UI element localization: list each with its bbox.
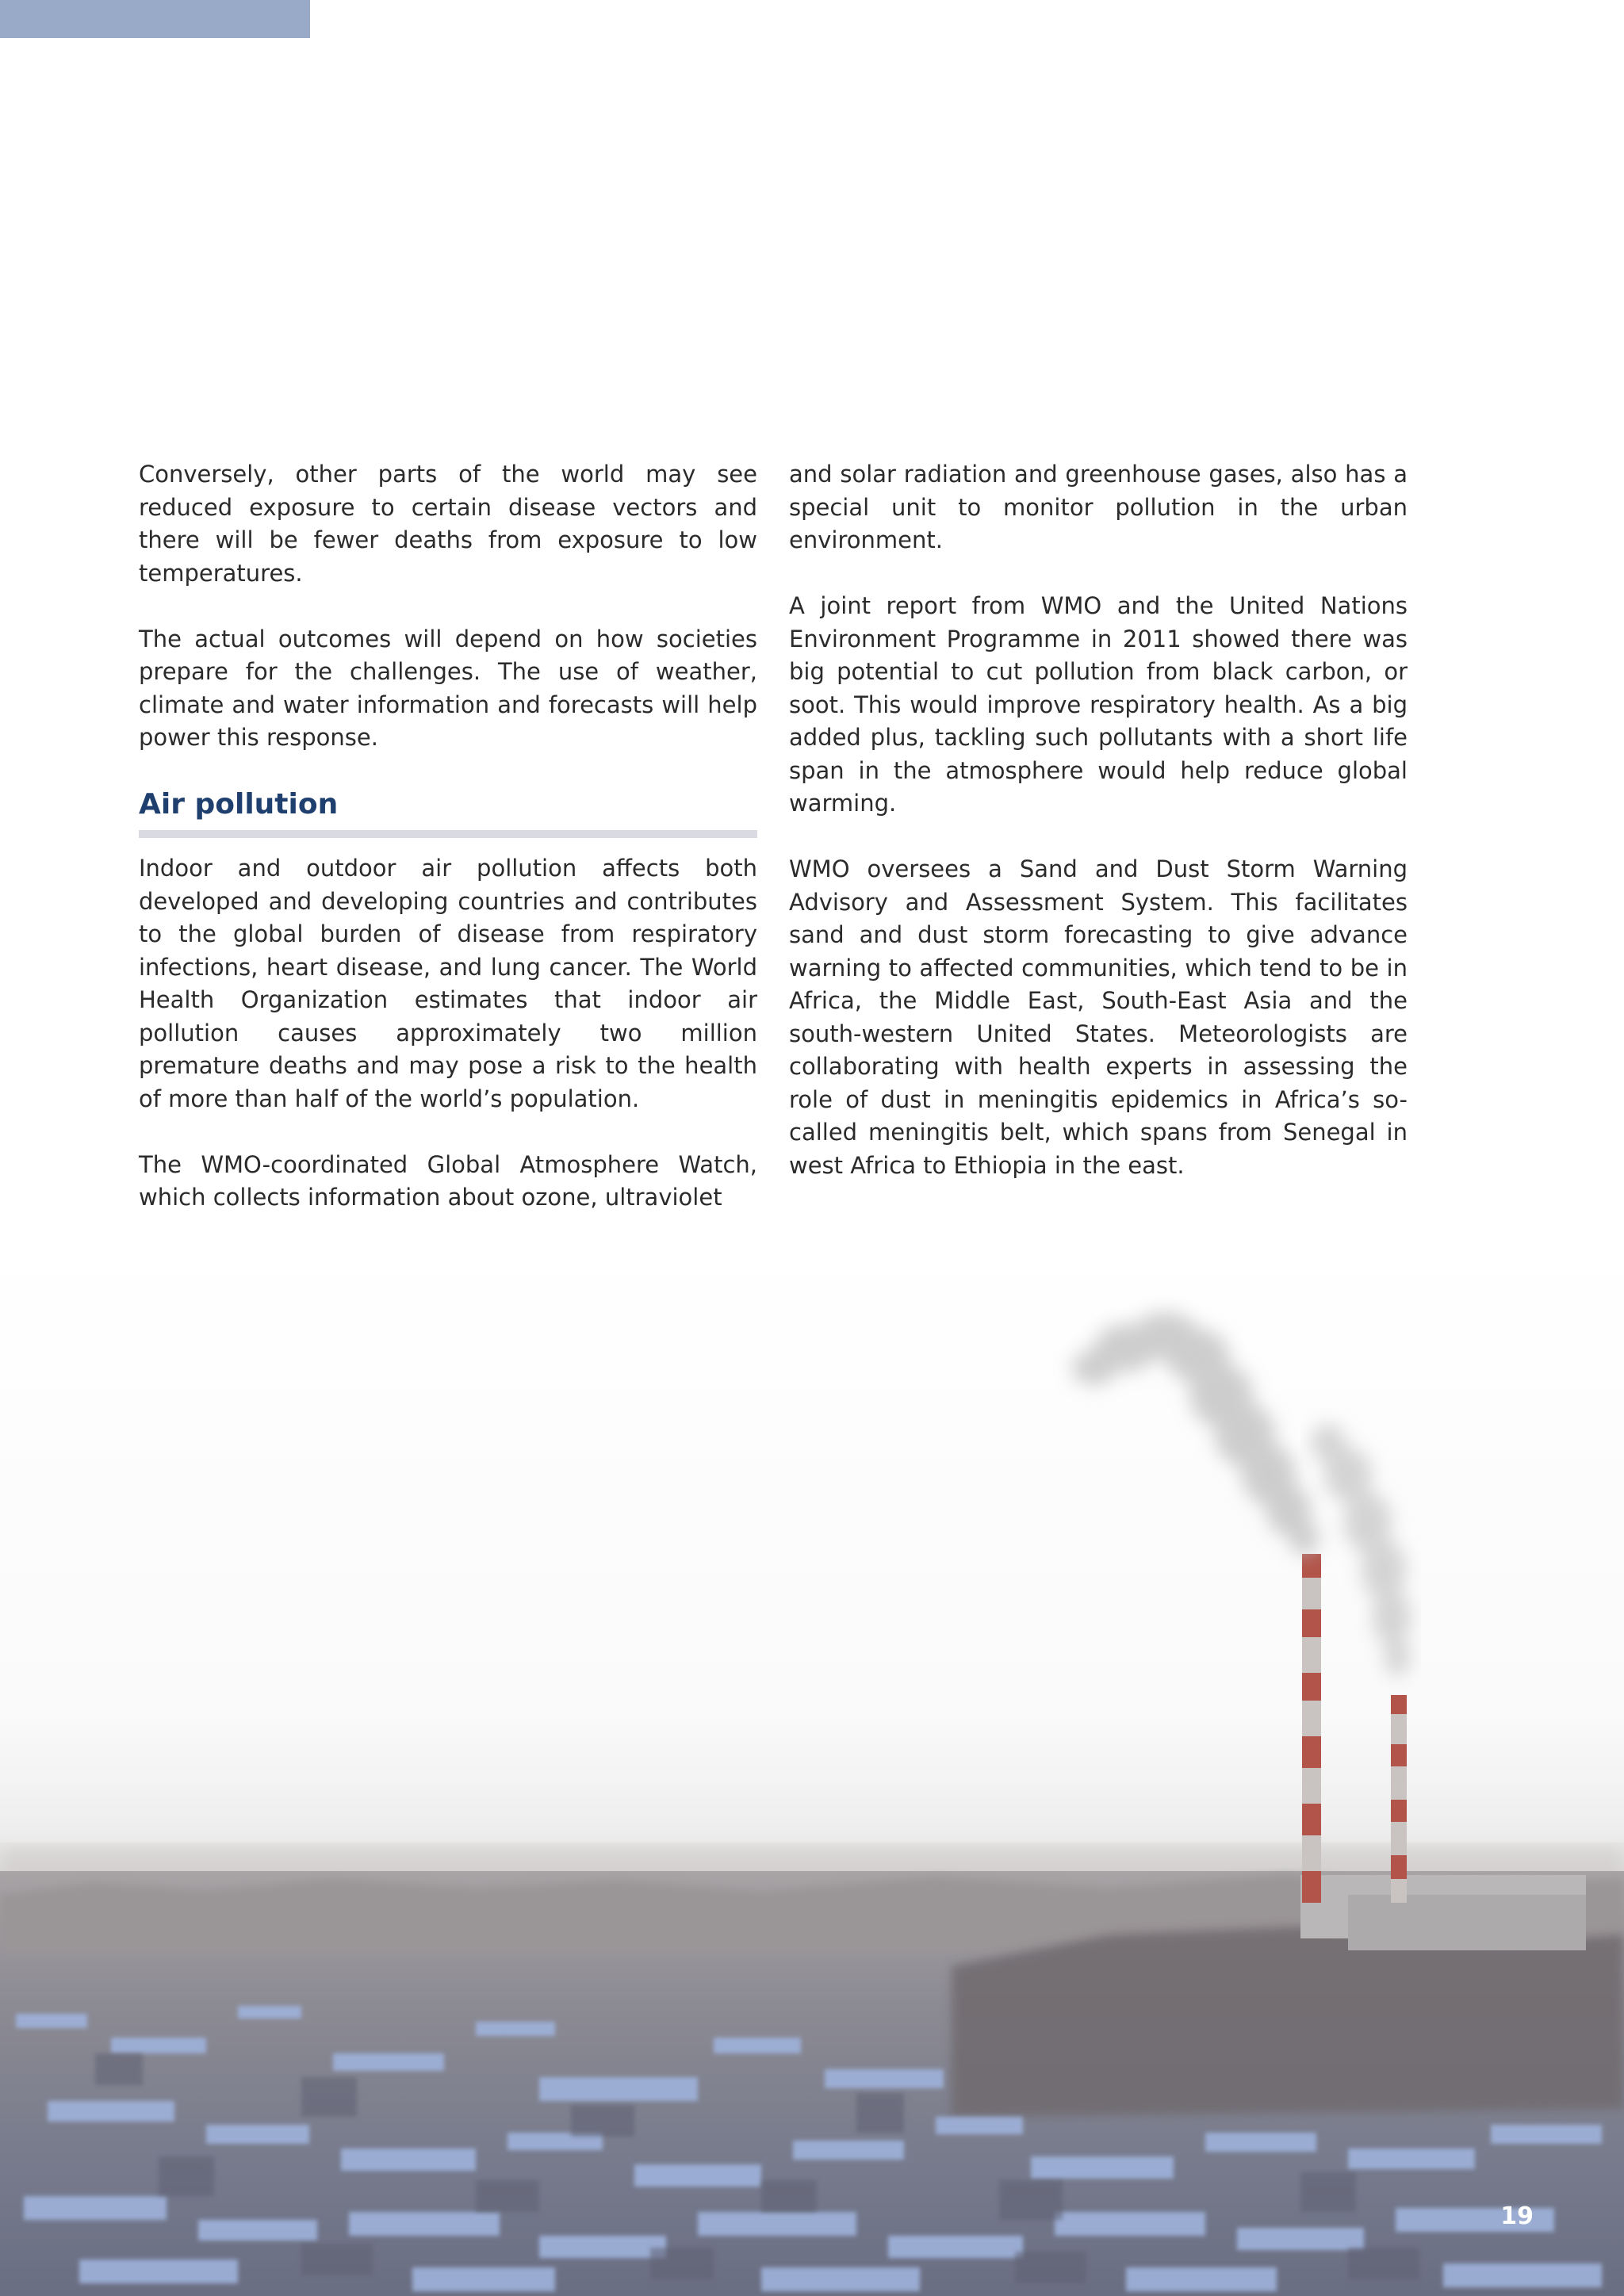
- smokestacks-city-photo: [0, 1237, 1624, 2296]
- right-column: [789, 458, 1408, 1182]
- paragraph: and solar radiation and greenhouse gases, also has a special unit to monitor pollution in the urban environment.: [789, 461, 1408, 553]
- paragraph: Indoor and outdoor air pollution affects both developed and developing countries and contributes to the global burden of disease from respiratory infections, heart disease, and lung cancer. The World Health Organization estimates that indoor air pollution causes approximately two million premature deaths and may pose a risk to the health of more than half of the world’s population.: [139, 855, 757, 1112]
- paragraph: WMO oversees a Sand and Dust Storm Warning Advisory and Assessment System. This facilitates sand and dust storm forecasting to give advance warning to affected communities, which tend to be in Africa, the Middle East, South-East Asia and the south-western United States. Meteorologists are collaborating with health experts in assessing the role of dust in meningitis epidemics in Africa’s so-called meningitis belt, which spans from Senegal in west Africa to Ethiopia in the east.: [789, 855, 1408, 1179]
- left-column: [139, 458, 757, 1215]
- paragraph: A joint report from WMO and the United Nations Environment Programme in 2011 showed there was big potential to cut pollution from black carbon, or soot. This would improve respiratory health. As a big added plus, tackling such pollutants with a short life span in the atmosphere would help reduce global warming.: [789, 592, 1408, 817]
- top-color-tab: [0, 0, 310, 38]
- paragraph: Conversely, other parts of the world may see reduced exposure to certain disease vectors and there will be fewer deaths from exposure to low temperatures.: [139, 461, 757, 587]
- section-heading: Air pollution: [139, 787, 757, 838]
- paragraph: The WMO-coordinated Global Atmosphere Watch, which collects information about ozone, ultraviolet: [139, 1150, 757, 1211]
- page-number: 19: [1500, 2202, 1534, 2230]
- paragraph: The actual outcomes will depend on how societies prepare for the challenges. The use of weather, climate and water information and forecasts will help power this response.: [139, 625, 757, 751]
